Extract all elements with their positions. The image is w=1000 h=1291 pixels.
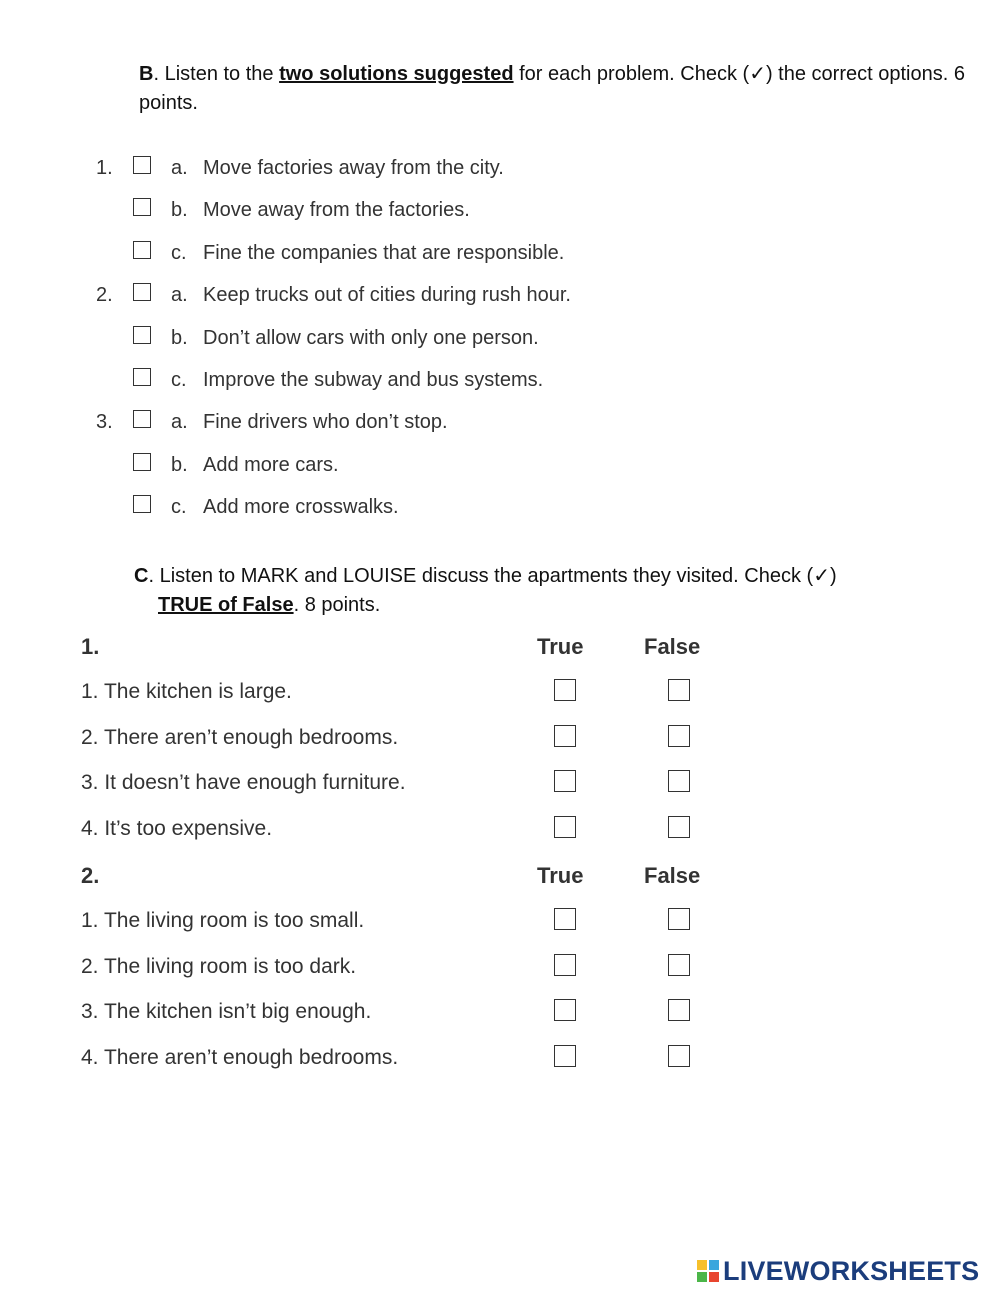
option-checkbox[interactable] (133, 283, 151, 301)
option-letter: a. (171, 284, 188, 306)
option-letter: c. (171, 369, 187, 391)
true-column-header: True (537, 634, 584, 659)
true-checkbox[interactable] (554, 1045, 576, 1067)
true-checkbox[interactable] (554, 725, 576, 747)
group-number: 2. (81, 863, 100, 888)
section-b-emphasis: two solutions suggested (279, 63, 514, 85)
option-checkbox[interactable] (133, 410, 151, 428)
section-b-instructions (139, 60, 989, 118)
logo-tile (709, 1260, 719, 1270)
statement-row (0, 1046, 800, 1076)
option-text: Don’t allow cars with only one person. (203, 327, 539, 349)
statement-row (0, 771, 800, 801)
logo-icon (697, 1260, 719, 1282)
logo-text: LIVEWORKSHEETS (723, 1255, 980, 1286)
statement-text: 2. There aren’t enough bedrooms. (81, 725, 399, 749)
section-b-letter: B (139, 63, 154, 85)
false-checkbox[interactable] (668, 908, 690, 930)
statement-text: 1. The living room is too small. (81, 909, 365, 932)
statement-row (0, 726, 800, 756)
option-letter: c. (171, 496, 187, 518)
group-number: 1. (81, 634, 100, 659)
option-text: Keep trucks out of cities during rush hour. (203, 284, 571, 306)
statement-text: 3. The kitchen isn’t big enough. (81, 1000, 372, 1023)
option-checkbox[interactable] (133, 368, 151, 386)
option-letter: a. (171, 411, 188, 433)
false-checkbox[interactable] (668, 1045, 690, 1067)
true-checkbox[interactable] (554, 999, 576, 1021)
statement-text: 3. It doesn’t have enough furniture. (81, 771, 406, 794)
section-c-emphasis: TRUE of False (158, 594, 294, 616)
statement-text: 4. There aren’t enough bedrooms. (81, 1045, 399, 1069)
logo-tile (697, 1272, 707, 1282)
option-text: Move factories away from the city. (203, 157, 504, 179)
statement-row (0, 909, 800, 939)
logo-tile (709, 1272, 719, 1282)
false-checkbox[interactable] (668, 770, 690, 792)
statement-text: 2. The living room is too dark. (81, 954, 357, 978)
liveworksheets-logo (697, 1256, 979, 1286)
problem-number: 2. (96, 284, 113, 306)
false-checkbox[interactable] (668, 954, 690, 976)
option-text: Add more cars. (203, 454, 339, 476)
option-checkbox[interactable] (133, 326, 151, 344)
statement-text: 1. The kitchen is large. (81, 680, 292, 703)
option-letter: b. (171, 199, 188, 221)
statement-row (0, 680, 800, 710)
statement-row (0, 817, 800, 847)
true-checkbox[interactable] (554, 954, 576, 976)
section-c-line1: . Listen to MARK and LOUISE discuss the apartments they visited. Check (✓) (148, 565, 837, 587)
section-c-instructions-line2 (158, 591, 380, 620)
option-checkbox[interactable] (133, 453, 151, 471)
statement-text: 4. It’s too expensive. (81, 816, 273, 840)
problem-number: 3. (96, 411, 113, 433)
section-b-post: for each problem. Check (✓) the correct options. 6 points. (139, 63, 965, 114)
option-text: Fine drivers who don’t stop. (203, 411, 448, 433)
false-column-header: False (644, 634, 701, 659)
option-text: Improve the subway and bus systems. (203, 369, 544, 391)
option-text: Move away from the factories. (203, 199, 470, 221)
option-letter: a. (171, 157, 188, 179)
true-checkbox[interactable] (554, 816, 576, 838)
false-checkbox[interactable] (668, 816, 690, 838)
true-column-header: True (537, 863, 584, 888)
option-checkbox[interactable] (133, 198, 151, 216)
true-checkbox[interactable] (554, 679, 576, 701)
logo-tile (697, 1260, 707, 1270)
option-text: Fine the companies that are responsible. (203, 242, 565, 264)
false-checkbox[interactable] (668, 679, 690, 701)
false-column-header: False (644, 863, 701, 888)
true-checkbox[interactable] (554, 908, 576, 930)
option-letter: c. (171, 242, 187, 264)
problem-number: 1. (96, 157, 113, 179)
option-checkbox[interactable] (133, 156, 151, 174)
section-b-pre: . Listen to the (153, 63, 280, 85)
section-c-post: . 8 points. (293, 594, 381, 616)
option-checkbox[interactable] (133, 241, 151, 259)
option-letter: b. (171, 454, 188, 476)
option-text: Add more crosswalks. (203, 496, 399, 518)
option-checkbox[interactable] (133, 495, 151, 513)
section-c-instructions (134, 562, 837, 591)
statement-row (0, 955, 800, 985)
statement-row (0, 1000, 800, 1030)
section-c-letter: C (134, 565, 149, 587)
true-checkbox[interactable] (554, 770, 576, 792)
option-letter: b. (171, 327, 188, 349)
false-checkbox[interactable] (668, 999, 690, 1021)
false-checkbox[interactable] (668, 725, 690, 747)
